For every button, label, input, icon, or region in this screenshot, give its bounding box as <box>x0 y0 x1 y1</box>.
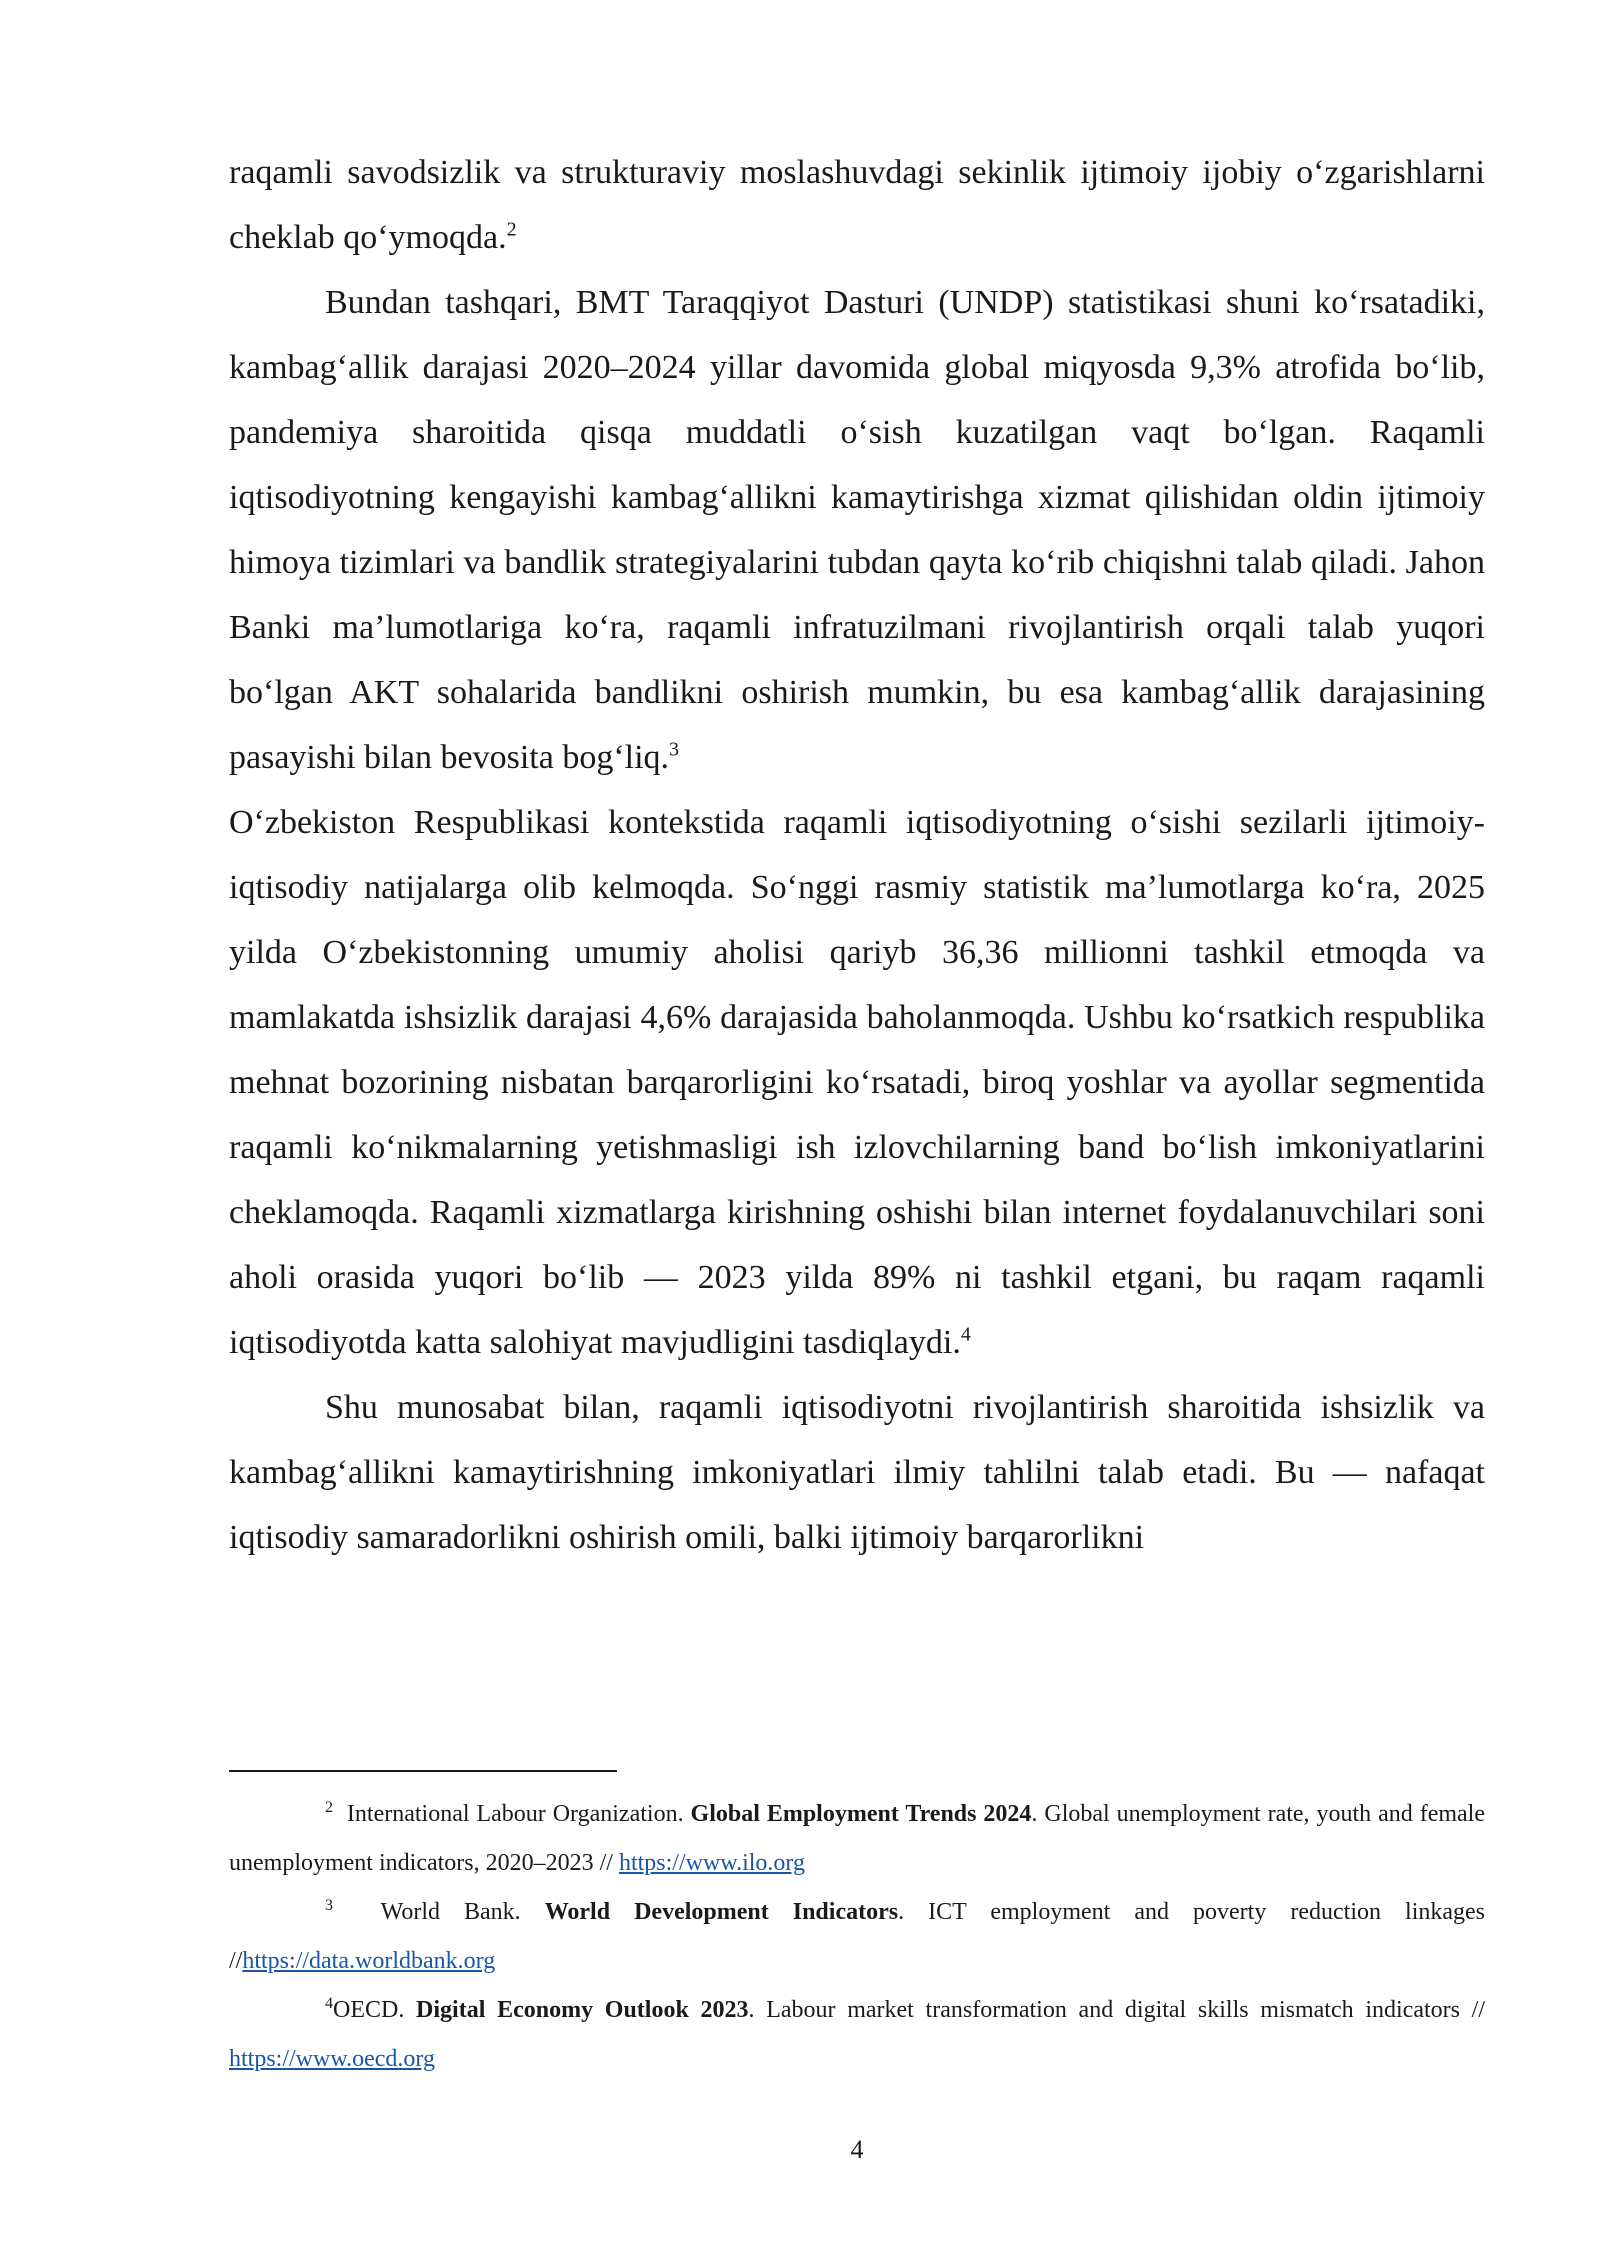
footnote-org: International Labour Organization. <box>346 1801 684 1827</box>
footnote-link[interactable]: https://www.ilo.org <box>618 1850 805 1876</box>
footnote-org: OECD. <box>333 1997 405 2023</box>
footnote-description: . Global unemployment rate, youth and female unemployment indicators, 2020–2023 // <box>229 1801 1485 1876</box>
footnote-title: World Development Indicators <box>544 1899 899 1925</box>
footnote-link[interactable]: https://data.worldbank.org <box>242 1948 496 1974</box>
paragraph-1 <box>229 140 1485 270</box>
footnote-separator <box>229 1770 617 1772</box>
footnote-org: World Bank. <box>380 1899 521 1925</box>
footnote-description: . ICT employment and poverty reduction linkages // <box>229 1899 1485 1974</box>
document-body <box>229 140 1485 1570</box>
footnote-title: Global Employment Trends 2024 <box>690 1801 1032 1827</box>
paragraph-1-text: raqamli savodsizlik va strukturaviy moslashuvdagi sekinlik ijtimoiy ijobiy o‘zgarishlarni cheklab qo‘ymoqda. <box>229 154 1485 256</box>
footnote-description: . Labour market transformation and digital skills mismatch indicators // <box>748 1997 1486 2023</box>
footnote-title: Digital Economy Outlook 2023 <box>416 1997 749 2023</box>
paragraph-4 <box>229 1375 1485 1570</box>
footnote-link[interactable]: https://www.oecd.org <box>229 2046 435 2072</box>
footnote-ref-4[interactable]: 4 <box>960 1323 971 1346</box>
footnote-4 <box>229 1986 1485 2084</box>
paragraph-2 <box>229 270 1485 790</box>
footnote-number: 4 <box>325 1995 333 2012</box>
footnote-number: 3 <box>325 1897 333 1914</box>
footnotes-section <box>229 1770 1485 2084</box>
paragraph-2-text: Bundan tashqari, BMT Taraqqiyot Dasturi (UNDP) statistikasi shuni ko‘rsatadiki, kambag‘allik darajasi 2020–2024 yillar davomida global miqyosda 9,3% atrofida bo‘lib, pandemiya sharoitida qisqa muddatli o‘sish kuzatilgan vaqt bo‘lgan. Raqamli iqtisodiyotning kengayishi kambag‘allikni kamaytirishga xizmat qilishidan oldin ijtimoiy himoya tizimlari va bandlik strategiyalarini tubdan qayta ko‘rib chiqishni talab qiladi. Jahon Banki ma’lumotlariga ko‘ra, raqamli infratuzilmani rivojlantirish orqali talab yuqori bo‘lgan AKT sohalarida bandlikni oshirish mumkin, bu esa kambag‘allik darajasining pasayishi bilan bevosita bog‘liq. <box>229 284 1485 776</box>
footnote-2 <box>229 1790 1485 1888</box>
paragraph-4-text: Shu munosabat bilan, raqamli iqtisodiyotni rivojlantirish sharoitida ishsizlik va kambag‘allikni kamaytirishning imkoniyatlari ilmiy tahlilni talab etadi. Bu — nafaqat iqtisodiy samaradorlikni oshirish omili, balki ijtimoiy barqarorlikni <box>229 1389 1485 1556</box>
paragraph-3-text: O‘zbekiston Respublikasi kontekstida raqamli iqtisodiyotning o‘sishi sezilarli ijtimoiy-iqtisodiy natijalarga olib kelmoqda. So‘nggi rasmiy statistik ma’lumotlarga ko‘ra, 2025 yilda O‘zbekistonning umumiy aholisi qariyb 36,36 millionni tashkil etmoqda va mamlakatda ishsizlik darajasi 4,6% darajasida baholanmoqda. Ushbu ko‘rsatkich respublika mehnat bozorining nisbatan barqarorligini ko‘rsatadi, biroq yoshlar va ayollar segmentida raqamli ko‘nikmalarning yetishmasligi ish izlovchilarning band bo‘lish imkoniyatlarini cheklamoqda. Raqamli xizmatlarga kirishning oshishi bilan internet foydalanuvchilari soni aholi orasida yuqori bo‘lib — 2023 yilda 89% ni tashkil etgani, bu raqam raqamli iqtisodiyotda katta salohiyat mavjudligini tasdiqlaydi. <box>229 804 1485 1361</box>
page-number: 4 <box>850 2135 864 2164</box>
paragraph-3 <box>229 790 1485 1375</box>
footnote-ref-2[interactable]: 2 <box>506 218 517 241</box>
footnote-3 <box>229 1888 1485 1986</box>
footnote-ref-3[interactable]: 3 <box>669 738 680 761</box>
footnote-number: 2 <box>325 1799 333 1816</box>
